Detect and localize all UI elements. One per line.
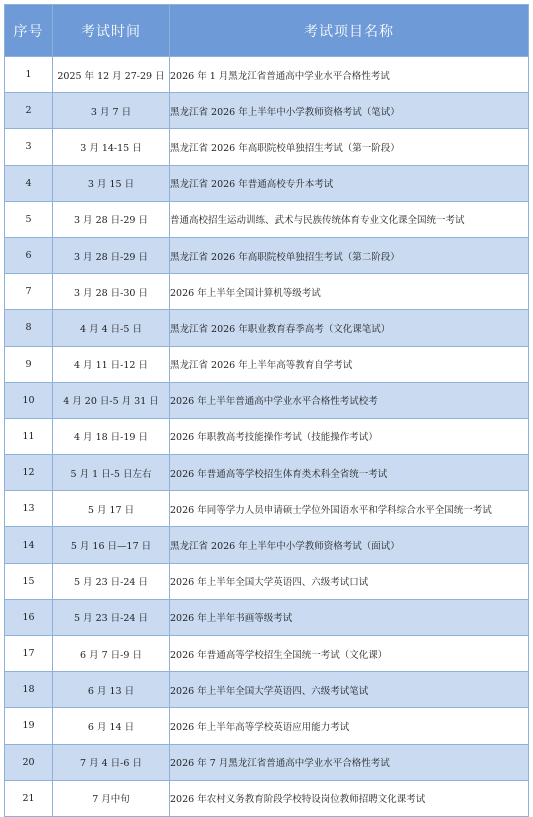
cell-no: 18 — [5, 672, 53, 708]
cell-name: 黑龙江省 2026 年高职院校单独招生考试（第一阶段） — [170, 129, 529, 165]
cell-time: 4 月 11 日-12 日 — [53, 346, 170, 382]
cell-name: 黑龙江省 2026 年上半年中小学教师资格考试（面试） — [170, 527, 529, 563]
table-row — [5, 563, 529, 599]
cell-no: 17 — [5, 636, 53, 672]
header-name: 考试项目名称 — [170, 5, 529, 57]
table-row — [5, 418, 529, 454]
table-row — [5, 780, 529, 816]
cell-time: 6 月 7 日-9 日 — [53, 636, 170, 672]
cell-no: 13 — [5, 491, 53, 527]
cell-no: 6 — [5, 237, 53, 273]
cell-time: 5 月 1 日-5 日左右 — [53, 455, 170, 491]
cell-no: 3 — [5, 129, 53, 165]
table-row — [5, 491, 529, 527]
cell-name: 2026 年上半年全国计算机等级考试 — [170, 274, 529, 310]
table-row — [5, 129, 529, 165]
cell-name: 2026 年普通高等学校招生全国统一考试（文化课） — [170, 636, 529, 672]
cell-time: 5 月 17 日 — [53, 491, 170, 527]
table-row — [5, 527, 529, 563]
cell-name: 2026 年上半年书画等级考试 — [170, 599, 529, 635]
cell-time: 3 月 15 日 — [53, 165, 170, 201]
header-time: 考试时间 — [53, 5, 170, 57]
cell-no: 12 — [5, 455, 53, 491]
cell-time: 7 月中旬 — [53, 780, 170, 816]
cell-no: 19 — [5, 708, 53, 744]
cell-time: 4 月 18 日-19 日 — [53, 418, 170, 454]
table-row — [5, 672, 529, 708]
table-row — [5, 93, 529, 129]
cell-name: 2026 年上半年高等学校英语应用能力考试 — [170, 708, 529, 744]
cell-no: 5 — [5, 201, 53, 237]
cell-name: 黑龙江省 2026 年上半年中小学教师资格考试（笔试） — [170, 93, 529, 129]
table-body — [5, 57, 529, 817]
cell-time: 3 月 28 日-30 日 — [53, 274, 170, 310]
cell-name: 2026 年同等学力人员申请硕士学位外国语水平和学科综合水平全国统一考试 — [170, 491, 529, 527]
cell-name: 2026 年普通高等学校招生体育类术科全省统一考试 — [170, 455, 529, 491]
cell-name: 黑龙江省 2026 年普通高校专升本考试 — [170, 165, 529, 201]
cell-name: 黑龙江省 2026 年高职院校单独招生考试（第二阶段） — [170, 237, 529, 273]
cell-no: 11 — [5, 418, 53, 454]
table-row — [5, 455, 529, 491]
cell-time: 7 月 4 日-6 日 — [53, 744, 170, 780]
cell-name: 2026 年农村义务教育阶段学校特设岗位教师招聘文化课考试 — [170, 780, 529, 816]
cell-time: 3 月 28 日-29 日 — [53, 201, 170, 237]
cell-name: 2026 年上半年全国大学英语四、六级考试口试 — [170, 563, 529, 599]
table-row — [5, 237, 529, 273]
cell-name: 2026 年 1 月黑龙江省普通高中学业水平合格性考试 — [170, 57, 529, 93]
table-header — [5, 5, 529, 57]
cell-no: 7 — [5, 274, 53, 310]
cell-no: 1 — [5, 57, 53, 93]
cell-name: 黑龙江省 2026 年上半年高等教育自学考试 — [170, 346, 529, 382]
table-row — [5, 310, 529, 346]
cell-time: 6 月 14 日 — [53, 708, 170, 744]
cell-time: 3 月 28 日-29 日 — [53, 237, 170, 273]
table-row — [5, 165, 529, 201]
cell-name: 普通高校招生运动训练、武术与民族传统体育专业文化课全国统一考试 — [170, 201, 529, 237]
table-row — [5, 274, 529, 310]
cell-name: 2026 年职教高考技能操作考试（技能操作考试） — [170, 418, 529, 454]
cell-no: 4 — [5, 165, 53, 201]
cell-time: 5 月 23 日-24 日 — [53, 563, 170, 599]
table-row — [5, 346, 529, 382]
cell-no: 21 — [5, 780, 53, 816]
cell-name: 2026 年上半年全国大学英语四、六级考试笔试 — [170, 672, 529, 708]
cell-name: 黑龙江省 2026 年职业教育春季高考（文化课笔试） — [170, 310, 529, 346]
table-row — [5, 708, 529, 744]
cell-no: 16 — [5, 599, 53, 635]
exam-schedule-table — [4, 4, 529, 817]
table-row — [5, 57, 529, 93]
header-no: 序号 — [5, 5, 53, 57]
cell-no: 9 — [5, 346, 53, 382]
table-row — [5, 599, 529, 635]
header-row — [5, 5, 529, 57]
cell-no: 2 — [5, 93, 53, 129]
table-row — [5, 382, 529, 418]
cell-time: 2025 年 12 月 27-29 日 — [53, 57, 170, 93]
cell-no: 10 — [5, 382, 53, 418]
cell-no: 20 — [5, 744, 53, 780]
cell-time: 4 月 4 日-5 日 — [53, 310, 170, 346]
cell-time: 3 月 14-15 日 — [53, 129, 170, 165]
cell-no: 14 — [5, 527, 53, 563]
cell-time: 6 月 13 日 — [53, 672, 170, 708]
cell-time: 4 月 20 日-5 月 31 日 — [53, 382, 170, 418]
table-row — [5, 201, 529, 237]
cell-no: 8 — [5, 310, 53, 346]
cell-name: 2026 年上半年普通高中学业水平合格性考试校考 — [170, 382, 529, 418]
table-row — [5, 744, 529, 780]
cell-time: 3 月 7 日 — [53, 93, 170, 129]
cell-name: 2026 年 7 月黑龙江省普通高中学业水平合格性考试 — [170, 744, 529, 780]
cell-time: 5 月 23 日-24 日 — [53, 599, 170, 635]
cell-no: 15 — [5, 563, 53, 599]
table-row — [5, 636, 529, 672]
cell-time: 5 月 16 日—17 日 — [53, 527, 170, 563]
